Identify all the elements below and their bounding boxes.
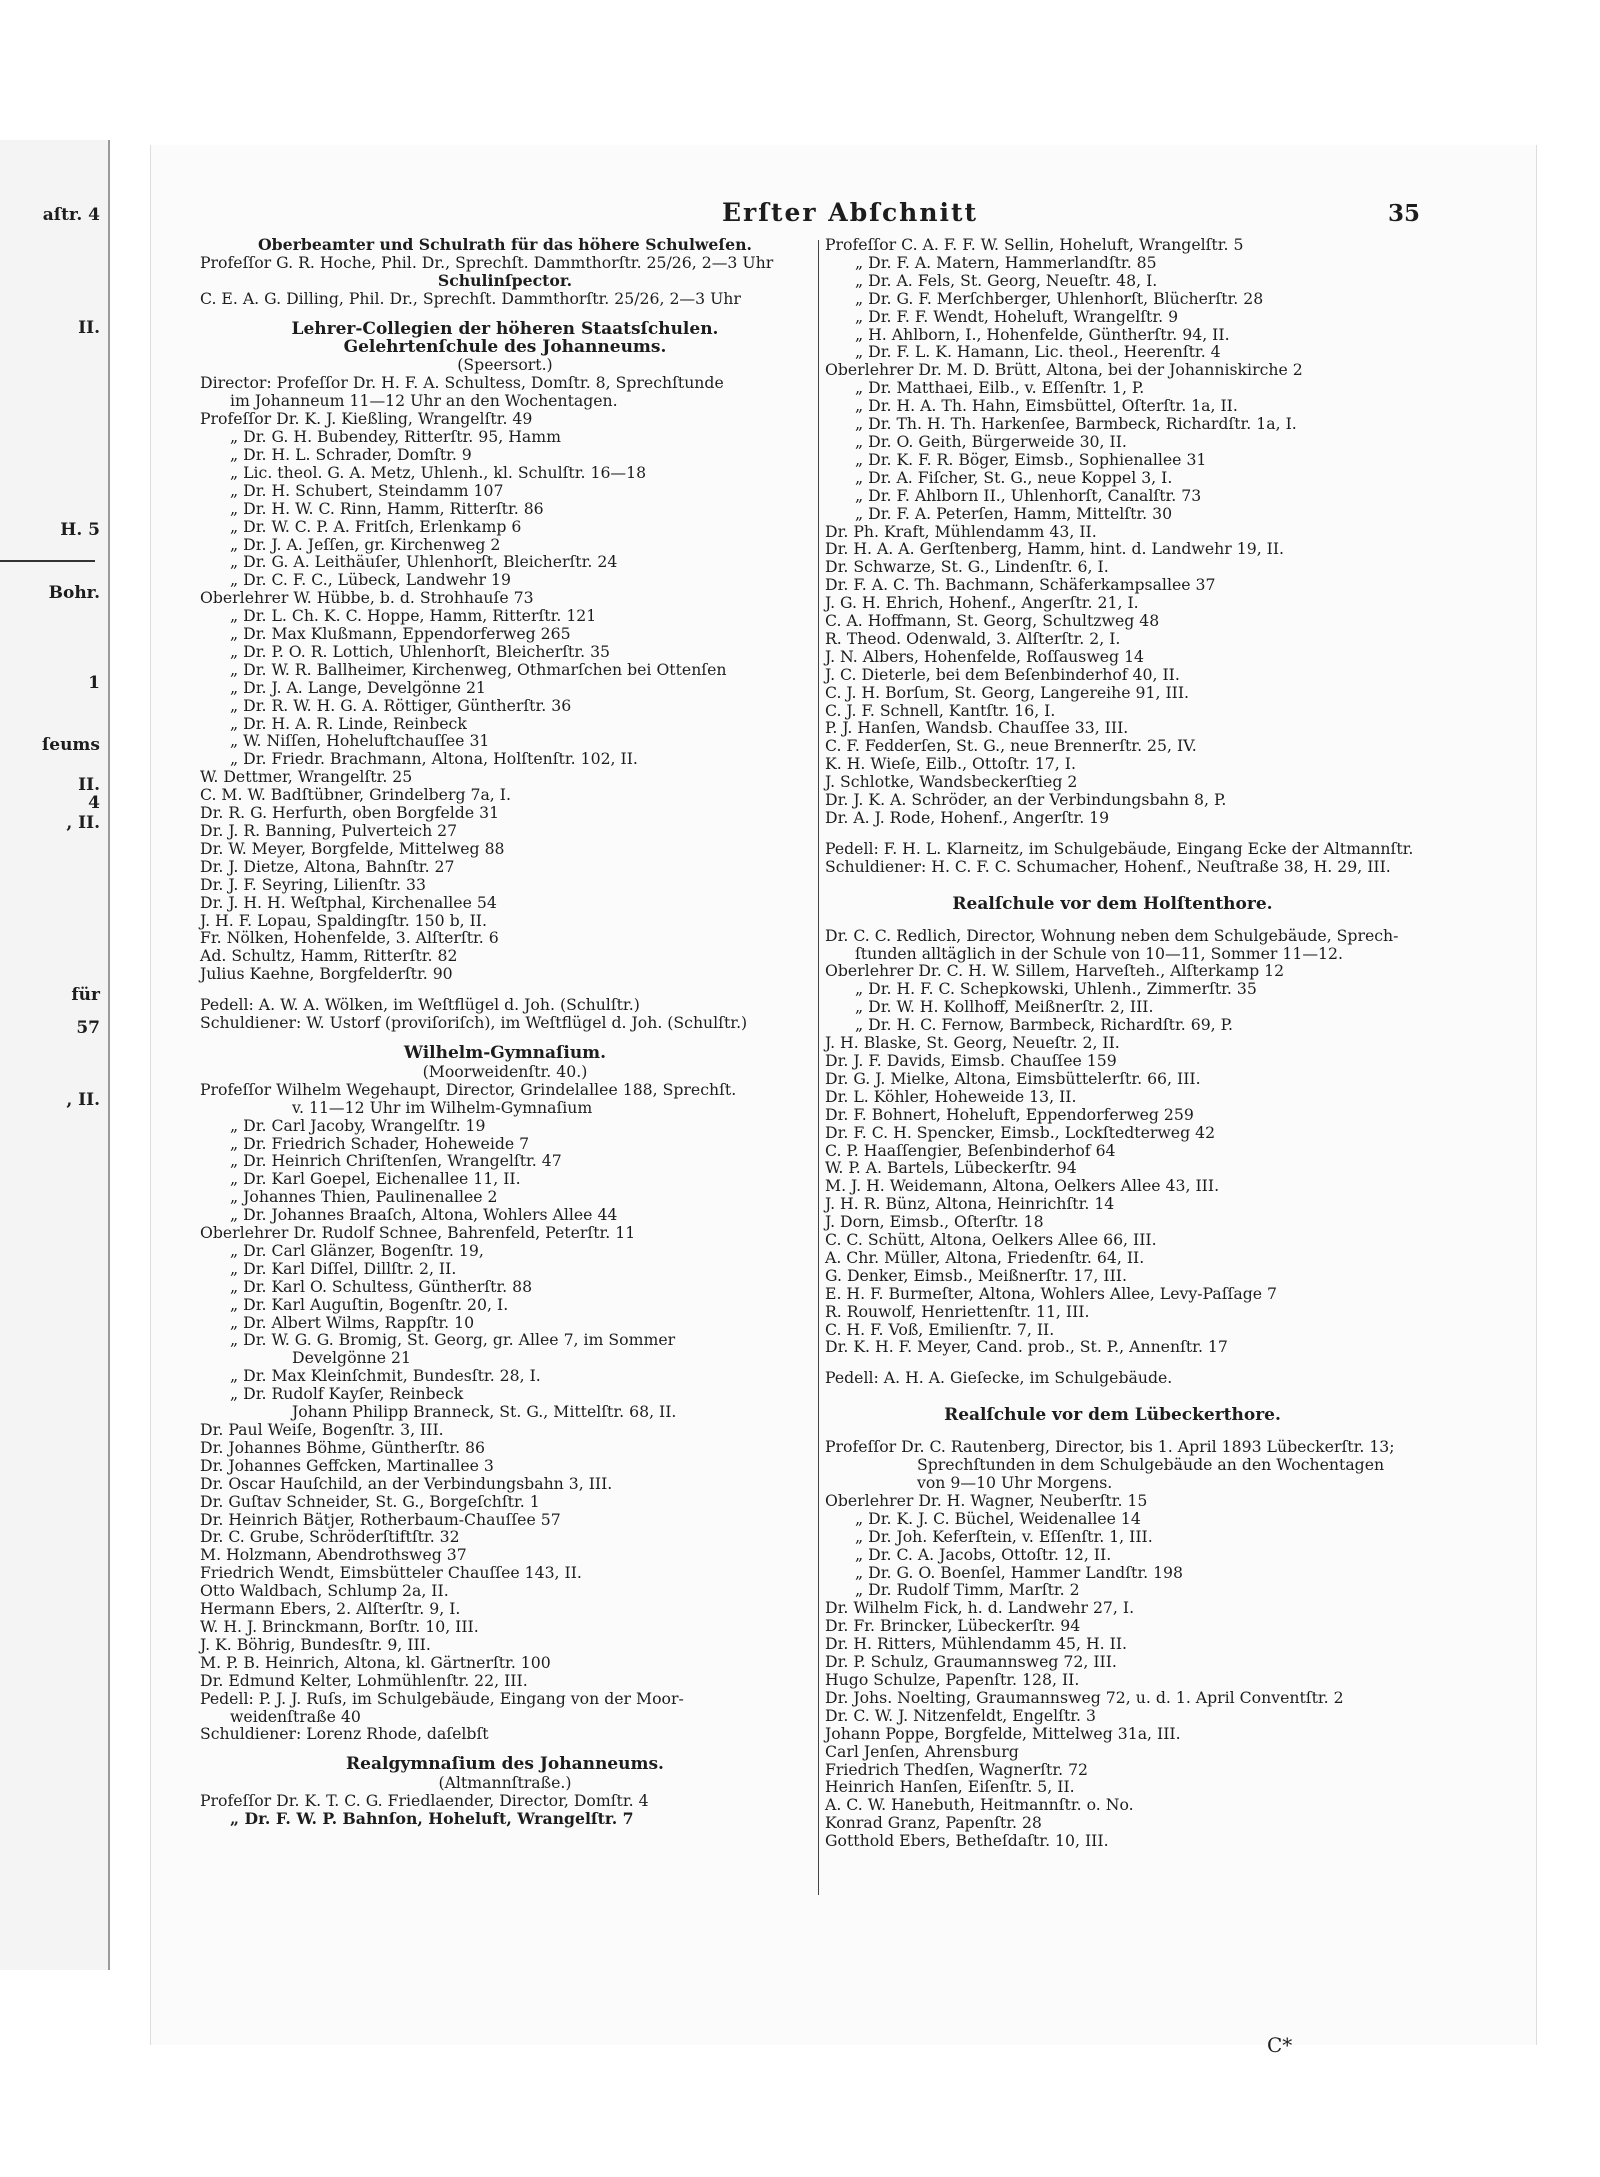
directory-entry: „ Dr. J. A. Lange, Develgönne 21 (230, 677, 486, 697)
directory-entry: Dr. J. R. Banning, Pulverteich 27 (200, 821, 458, 840)
directory-entry: C. E. A. G. Dilling, Phil. Dr., Sprechſt. Dammthorſtr. 25/26, 2—3 Uhr (200, 288, 741, 308)
directory-entry: „ Dr. P. O. R. Lottich, Uhlenhorſt, Bleicherſtr. 35 (230, 641, 611, 661)
directory-entry: ſtunden alltäglich in der Schule von 10—11, Sommer 11—12. (855, 943, 1343, 963)
column-divider (818, 240, 819, 1895)
directory-entry: „ Dr. R. W. H. G. A. Röttiger, Güntherſtr. 36 (230, 695, 572, 715)
directory-entry: „ Dr. Carl Glänzer, Bogenſtr. 19, (230, 1240, 484, 1260)
directory-entry: Ad. Schultz, Hamm, Ritterſtr. 82 (200, 946, 458, 966)
directory-entry: Dr. J. F. Davids, Eimsb. Chauſſee 159 (825, 1050, 1117, 1070)
signature-mark: C* (1267, 2033, 1293, 2057)
directory-entry: Dr. J. F. Seyring, Lilienſtr. 33 (200, 874, 426, 894)
directory-entry: Oberlehrer Dr. H. Wagner, Neuberſtr. 15 (825, 1490, 1148, 1510)
directory-entry: Dr. Johs. Noelting, Graumannsweg 72, u. d. 1. April Conventſtr. 2 (825, 1687, 1344, 1707)
previous-page-fragment: 4 (88, 793, 100, 813)
directory-entry: Dr. Fr. Brincker, Lübeckerſtr. 94 (825, 1616, 1081, 1636)
directory-entry: „ W. Niſſen, Hoheluftchauſſee 31 (230, 731, 490, 751)
directory-entry: „ Dr. A. Fels, St. Georg, Neueſtr. 48, I. (855, 270, 1158, 290)
directory-entry: „ Dr. G. O. Boenſel, Hammer Landſtr. 198 (855, 1562, 1184, 1582)
directory-entry: „ Dr. Matthaei, Eilb., v. Eſſenſtr. 1, P. (855, 378, 1145, 398)
previous-page-fragment: Bohr. (48, 583, 100, 603)
directory-entry: Dr. Heinrich Bätjer, Rotherbaum-Chauſſee 57 (200, 1509, 561, 1529)
directory-entry: „ Dr. Friedrich Schader, Hoheweide 7 (230, 1133, 530, 1153)
directory-entry: W. P. A. Bartels, Lübeckerſtr. 94 (825, 1158, 1077, 1178)
previous-page-fragment: II. (78, 775, 100, 795)
directory-entry: Friedrich Wendt, Eimsbütteler Chauſſee 143, II. (200, 1563, 582, 1583)
directory-entry: W. Dettmer, Wrangelſtr. 25 (200, 767, 413, 787)
section-heading: Lehrer-Collegien der höheren Staatsſchulen. (291, 318, 719, 339)
directory-entry: P. J. Hanſen, Wandsb. Chauſſee 33, III. (825, 718, 1129, 738)
directory-entry: C. J. F. Schnell, Kantſtr. 16, I. (825, 700, 1056, 720)
directory-entry: Hermann Ebers, 2. Alſterſtr. 9, I. (200, 1599, 461, 1619)
directory-entry: „ Dr. H. A. R. Linde, Reinbeck (230, 713, 467, 733)
directory-entry: J. C. Dieterle, bei dem Beſenbinderhof 40, II. (825, 664, 1180, 684)
directory-entry: (Altmannſtraße.) (438, 1773, 572, 1793)
directory-entry: Schuldiener: H. C. F. C. Schumacher, Hohenf., Neuſtraße 38, H. 29, III. (825, 856, 1391, 876)
directory-entry: „ Dr. W. H. Kollhoff, Meißnerſtr. 2, III. (855, 997, 1154, 1017)
directory-entry: Dr. J. K. A. Schröder, an der Verbindungsbahn 8, P. (825, 790, 1227, 810)
section-heading: Realgymnaſium des Johanneums. (346, 1754, 664, 1775)
directory-entry: Dr. Guſtav Schneider, St. G., Borgeſchſtr. 1 (200, 1491, 540, 1511)
directory-entry: „ Dr. Heinrich Chriſtenſen, Wrangelſtr. 47 (230, 1151, 562, 1171)
directory-entry: J. Schlotke, Wandsbeckerſtieg 2 (825, 772, 1078, 792)
directory-entry: C. J. H. Borſum, St. Georg, Langereihe 91, III. (825, 682, 1190, 702)
directory-entry: „ Dr. Albert Wilms, Rappſtr. 10 (230, 1312, 475, 1332)
directory-entry: J. H. R. Bünz, Altona, Heinrichſtr. 14 (825, 1194, 1115, 1214)
directory-entry: E. H. F. Burmeſter, Altona, Wohlers Allee, Levy-Paſſage 7 (825, 1283, 1277, 1303)
directory-entry: „ Dr. Rudolf Timm, Marſtr. 2 (855, 1580, 1080, 1600)
directory-entry: Dr. P. Schulz, Graumannsweg 72, III. (825, 1652, 1117, 1672)
directory-entry: weidenſtraße 40 (230, 1706, 361, 1726)
directory-entry: von 9—10 Uhr Morgens. (917, 1473, 1113, 1492)
directory-entry: J. H. Blaske, St. Georg, Neueſtr. 2, II. (825, 1033, 1120, 1053)
directory-entry: Dr. Johannes Böhme, Güntherſtr. 86 (200, 1437, 485, 1457)
directory-entry: Johann Poppe, Borgfelde, Mittelweg 31a, III. (825, 1723, 1181, 1743)
directory-entry: Friedrich Thedſen, Wagnerſtr. 72 (825, 1759, 1089, 1779)
directory-entry: Oberlehrer Dr. Rudolf Schnee, Bahrenfeld, Peterſtr. 11 (200, 1223, 636, 1243)
directory-entry: „ Dr. Rudolf Kayſer, Reinbeck (230, 1384, 464, 1404)
directory-entry: „ Dr. F. Ahlborn II., Uhlenhorſt, Canalſtr. 73 (855, 485, 1202, 505)
spacer (825, 1387, 1400, 1407)
directory-entry: Profeſſor Dr. K. T. C. G. Friedlaender, Director, Domſtr. 4 (200, 1791, 649, 1811)
directory-entry: „ Dr. W. C. P. A. Fritſch, Erlenkamp 6 (230, 516, 522, 536)
directory-entry: „ Dr. H. A. Th. Hahn, Eimsbüttel, Oſterſtr. 1a, II. (855, 396, 1238, 416)
directory-entry: Dr. H. Ritters, Mühlendamm 45, H. II. (825, 1634, 1127, 1654)
section-title: Erſter Abſchnitt (722, 198, 979, 227)
right-column (825, 235, 1414, 1851)
directory-entry: „ Dr. Th. H. Th. Harkenſee, Barmbeck, Richardſtr. 1a, I. (855, 414, 1297, 434)
directory-entry: Dr. J. H. H. Weſtphal, Kirchenallee 54 (200, 892, 497, 912)
directory-entry: (Speersort.) (457, 355, 553, 375)
directory-entry: Dr. C. W. J. Nitzenfeldt, Engelſtr. 3 (825, 1705, 1097, 1725)
directory-entry: „ Dr. O. Geith, Bürgerweide 30, II. (855, 431, 1127, 451)
directory-entry: C. A. Hoffmann, St. Georg, Schultzweg 48 (825, 611, 1160, 631)
directory-entry: „ Dr. A. Fiſcher, St. G., neue Koppel 3, I. (855, 467, 1173, 487)
directory-entry: Dr. W. Meyer, Borgfelde, Mittelweg 88 (200, 838, 505, 858)
directory-entry: Fr. Nölken, Hohenfelde, 3. Alſterſtr. 6 (200, 928, 499, 948)
directory-entry: „ Dr. H. W. C. Rinn, Hamm, Ritterſtr. 86 (230, 498, 544, 518)
directory-entry: „ Dr. F. W. P. Bahnſon, Hoheluft, Wrangelſtr. 7 (230, 1809, 634, 1829)
directory-entry: Dr. K. H. F. Meyer, Cand. prob., St. P., Annenſtr. 17 (825, 1337, 1228, 1357)
directory-entry: Dr. Wilhelm Fick, h. d. Landwehr 27, I. (825, 1598, 1135, 1618)
directory-entry: Carl Jenſen, Ahrensburg (825, 1741, 1019, 1761)
previous-page-rule (0, 560, 95, 562)
directory-entry: Profeſſor Dr. C. Rautenberg, Director, bis 1. April 1893 Lübeckerſtr. 13; (825, 1437, 1395, 1457)
directory-entry: „ Dr. L. Ch. K. C. Hoppe, Hamm, Ritterſtr. 121 (230, 606, 597, 626)
directory-entry: Otto Waldbach, Schlump 2a, II. (200, 1581, 449, 1601)
left-column (200, 236, 810, 1828)
previous-page-fragment: aſtr. 4 (42, 205, 100, 225)
directory-entry: Konrad Granz, Papenſtr. 28 (825, 1813, 1042, 1833)
previous-page-fragment: ſeums (41, 735, 100, 755)
directory-entry: „ Dr. F. A. Matern, Hammerlandſtr. 85 (855, 252, 1157, 272)
directory-entry: „ Dr. C. F. C., Lübeck, Landwehr 19 (230, 570, 511, 590)
previous-page-fragment: , II. (66, 1090, 100, 1110)
directory-entry: „ Dr. Karl Auguſtin, Bogenſtr. 20, I. (230, 1294, 509, 1314)
directory-entry: C. M. W. Badſtübner, Grindelberg 7a, I. (200, 785, 511, 805)
directory-entry: „ Johannes Thien, Paulinenallee 2 (230, 1187, 498, 1207)
directory-entry: Dr. Ph. Kraft, Mühlendamm 43, II. (825, 521, 1097, 541)
directory-entry: „ Dr. Max Kleinſchmit, Bundesſtr. 28, I. (230, 1366, 541, 1386)
directory-entry: J. N. Albers, Hohenfelde, Roſſausweg 14 (825, 646, 1145, 666)
directory-entry: „ Dr. H. Schubert, Steindamm 107 (230, 480, 504, 500)
directory-entry: Profeſſor Wilhelm Wegehaupt, Director, Grindelallee 188, Sprechſt. (200, 1079, 737, 1099)
spacer (825, 827, 1400, 840)
directory-entry: „ Dr. Max Klußmann, Eppendorferweg 265 (230, 624, 571, 644)
directory-entry: J. Dorn, Eimsb., Oſterſtr. 18 (825, 1212, 1044, 1232)
directory-entry: R. Theod. Odenwald, 3. Alſterſtr. 2, I. (825, 628, 1121, 648)
directory-entry: Dr. Johannes Geffcken, Martinallee 3 (200, 1455, 494, 1475)
directory-entry: „ Dr. K. F. R. Böger, Eimsb., Sophienallee 31 (855, 449, 1207, 469)
directory-entry: (Moorweidenſtr. 40.) (422, 1061, 588, 1081)
section-heading: Oberbeamter und Schulrath für das höhere Schulweſen. (258, 235, 752, 254)
section-heading: Schulinſpector. (437, 270, 573, 290)
directory-entry: Profeſſor Dr. K. J. Kießling, Wrangelſtr. 49 (200, 409, 533, 429)
previous-page-fragment: für (71, 985, 100, 1005)
previous-page-fragment: , II. (66, 813, 100, 833)
directory-entry: G. Denker, Eimsb., Meißnerſtr. 17, III. (825, 1265, 1127, 1285)
directory-entry: A. C. W. Hanebuth, Heitmannſtr. o. No. (825, 1795, 1134, 1815)
directory-entry: Dr. F. A. C. Th. Bachmann, Schäferkampsallee 37 (825, 575, 1216, 595)
directory-entry: W. H. J. Brinckmann, Borſtr. 10, III. (200, 1616, 479, 1636)
directory-entry: Dr. A. J. Rode, Hohenf., Angerſtr. 19 (825, 808, 1110, 827)
directory-entry: Oberlehrer Dr. C. H. W. Sillem, Harveſteh., Alſterkamp 12 (825, 961, 1285, 981)
directory-entry: „ Dr. G. F. Merſchberger, Uhlenhorſt, Blücherſtr. 28 (855, 288, 1264, 308)
directory-entry: Dr. C. C. Redlich, Director, Wohnung neben dem Schulgebäude, Sprech- (825, 925, 1399, 945)
directory-entry: Dr. Edmund Kelter, Lohmühlenſtr. 22, III. (200, 1670, 528, 1690)
directory-entry: Oberlehrer Dr. M. D. Brütt, Altona, bei der Johanniskirche 2 (825, 360, 1303, 380)
directory-entry: „ Dr. W. R. Ballheimer, Kirchenweg, Othmarſchen bei Ottenſen (230, 659, 727, 679)
section-heading: Realſchule vor dem Holſtenthore. (952, 893, 1273, 914)
directory-entry: J. G. H. Ehrich, Hohenf., Angerſtr. 21, I. (825, 593, 1139, 613)
directory-entry: Dr. G. J. Mielke, Altona, Eimsbüttelerſtr. 66, III. (825, 1068, 1201, 1088)
directory-entry: C. C. Schütt, Altona, Oelkers Allee 66, III. (825, 1230, 1157, 1250)
directory-entry: v. 11—12 Uhr im Wilhelm-Gymnaſium (292, 1097, 593, 1117)
directory-entry: „ Dr. Friedr. Brachmann, Altona, Holſtenſtr. 102, II. (230, 749, 638, 769)
directory-entry: R. Rouwolf, Henriettenſtr. 11, III. (825, 1301, 1090, 1321)
directory-entry: Director: Profeſſor Dr. H. F. A. Schultess, Domſtr. 8, Sprechſtunde (200, 373, 724, 393)
directory-entry: Profeſſor C. A. F. F. W. Sellin, Hoheluft, Wrangelſtr. 5 (825, 235, 1244, 254)
directory-entry: A. Chr. Müller, Altona, Friedenſtr. 64, II. (825, 1247, 1145, 1267)
directory-entry: „ Dr. G. H. Bubendey, Ritterſtr. 95, Hamm (230, 427, 561, 447)
directory-entry: Dr. Schwarze, St. G., Lindenſtr. 6, I. (825, 557, 1109, 577)
directory-entry: „ Dr. H. F. C. Schepkowski, Uhlenh., Zimmerſtr. 35 (855, 979, 1257, 999)
directory-entry: Profeſſor G. R. Hoche, Phil. Dr., Sprechſt. Dammthorſtr. 25/26, 2—3 Uhr (200, 252, 774, 272)
directory-entry: K. H. Wieſe, Eilb., Ottoſtr. 17, I. (825, 754, 1076, 774)
directory-entry: Julius Kaehne, Borgfelderſtr. 90 (200, 964, 453, 984)
directory-entry: Heinrich Hanſen, Eiſenſtr. 5, II. (825, 1777, 1075, 1797)
spacer (825, 914, 1400, 927)
previous-page-fragment: 57 (76, 1018, 100, 1038)
previous-page-fragment: 1 (88, 673, 100, 693)
directory-entry: Pedell: P. J. J. Ruſs, im Schulgebäude, Eingang von der Moor- (200, 1688, 684, 1708)
directory-entry: Dr. Oscar Hauſchild, an der Verbindungsbahn 3, III. (200, 1473, 613, 1493)
directory-entry: J. K. Böhrig, Bundesſtr. 9, III. (200, 1634, 431, 1654)
directory-entry: „ Dr. J. A. Jeſſen, gr. Kirchenweg 2 (230, 534, 501, 554)
directory-entry: „ Dr. Karl O. Schultess, Güntherſtr. 88 (230, 1276, 533, 1296)
directory-entry: Dr. Paul Weiſe, Bogenſtr. 3, III. (200, 1420, 444, 1439)
directory-entry: Pedell: F. H. L. Klarneitz, im Schulgebäude, Eingang Ecke der Altmannſtr. (825, 838, 1414, 858)
directory-entry: Dr. C. Grube, Schröderſtiftſtr. 32 (200, 1527, 460, 1547)
directory-entry: „ Dr. Karl Diſſel, Dillſtr. 2, II. (230, 1258, 457, 1278)
directory-entry: Dr. L. Köhler, Hoheweide 13, II. (825, 1086, 1077, 1106)
directory-entry: M. P. B. Heinrich, Altona, kl. Gärtnerſtr. 100 (200, 1652, 551, 1672)
directory-entry: Johann Philipp Branneck, St. G., Mittelſtr. 68, II. (292, 1402, 677, 1422)
directory-entry: M. Holzmann, Abendrothsweg 37 (200, 1545, 467, 1565)
directory-entry: Dr. F. Bohnert, Hoheluft, Eppendorferweg 259 (825, 1104, 1194, 1124)
directory-entry: C. F. Fedderſen, St. G., neue Brennerſtr. 25, IV. (825, 736, 1197, 756)
directory-entry: „ Dr. F. A. Peterſen, Hamm, Mittelſtr. 30 (855, 503, 1173, 523)
directory-entry: „ Lic. theol. G. A. Metz, Uhlenh., kl. Schulſtr. 16—18 (230, 462, 647, 482)
section-heading: Realſchule vor dem Lübeckerthore. (944, 1405, 1281, 1426)
directory-entry: „ Dr. C. A. Jacobs, Ottoſtr. 12, II. (855, 1544, 1112, 1564)
directory-entry: Dr. J. Dietze, Altona, Bahnſtr. 27 (200, 856, 455, 876)
directory-entry: Schuldiener: Lorenz Rhode, daſelbſt (200, 1724, 489, 1744)
directory-entry: Pedell: A. H. A. Gieſecke, im Schulgebäude. (825, 1368, 1173, 1388)
directory-entry: Dr. F. C. H. Spencker, Eimsb., Lockſtedterweg 42 (825, 1122, 1216, 1142)
directory-entry: Dr. R. G. Herfurth, oben Borgfelde 31 (200, 803, 500, 823)
previous-page-edge (0, 140, 110, 1970)
previous-page-fragment: II. (78, 318, 100, 338)
directory-entry: „ Dr. W. G. G. Bromig, St. Georg, gr. Allee 7, im Sommer (230, 1330, 676, 1350)
directory-entry: „ Dr. F. F. Wendt, Hoheluft, Wrangelſtr. 9 (855, 306, 1179, 326)
directory-entry: „ Dr. H. C. Fernow, Barmbeck, Richardſtr. 69, P. (855, 1015, 1234, 1035)
directory-entry: „ Dr. G. A. Leithäuſer, Uhlenhorſt, Bleicherſtr. 24 (230, 552, 618, 572)
directory-entry: M. J. H. Weidemann, Altona, Oelkers Allee 43, III. (825, 1176, 1220, 1196)
page-number: 35 (1388, 200, 1421, 227)
section-heading: Gelehrtenſchule des Johanneums. (343, 336, 667, 357)
directory-entry: „ Dr. Carl Jacoby, Wrangelſtr. 19 (230, 1115, 486, 1135)
directory-entry: Sprechſtunden in dem Schulgebäude an den Wochentagen (917, 1455, 1385, 1475)
directory-entry: Dr. H. A. A. Gerſtenberg, Hamm, hint. d. Landwehr 19, II. (825, 539, 1285, 559)
directory-entry: Oberlehrer W. Hübbe, b. d. Strohhauſe 73 (200, 588, 534, 608)
directory-entry: Develgönne 21 (292, 1348, 411, 1368)
directory-entry: C. P. Haaſſengier, Beſenbinderhof 64 (825, 1140, 1116, 1160)
directory-entry: C. H. F. Voß, Emilienſtr. 7, II. (825, 1319, 1055, 1339)
previous-page-fragment: H. 5 (60, 520, 100, 540)
directory-entry: „ Dr. Karl Goepel, Eichenallee 11, II. (230, 1169, 521, 1189)
directory-entry: „ Dr. H. L. Schrader, Domſtr. 9 (230, 444, 472, 464)
directory-entry: Hugo Schulze, Papenſtr. 128, II. (825, 1669, 1080, 1689)
section-heading: Wilhelm-Gymnaſium. (403, 1042, 607, 1063)
directory-entry: J. H. F. Lopau, Spaldingſtr. 150 b, II. (200, 910, 487, 930)
directory-entry: „ H. Ahlborn, I., Hohenfelde, Güntherſtr. 94, II. (855, 324, 1230, 344)
directory-entry: „ Dr. Johannes Braaſch, Altona, Wohlers Allee 44 (230, 1205, 618, 1225)
directory-entry: im Johanneum 11—12 Uhr an den Wochentagen. (230, 391, 618, 411)
directory-entry: „ Dr. F. L. K. Hamann, Lic. theol., Heerenſtr. 4 (855, 342, 1221, 362)
spacer (825, 876, 1400, 896)
directory-entry: Pedell: A. W. A. Wölken, im Weſtflügel d. Joh. (Schulſtr.) (200, 995, 640, 1015)
directory-entry: Gotthold Ebers, Betheſdaſtr. 10, III. (825, 1831, 1109, 1851)
directory-entry: „ Dr. K. J. C. Büchel, Weidenallee 14 (855, 1508, 1141, 1528)
directory-entry: Schuldiener: W. Ustorf (proviſoriſch), im Weſtflügel d. Joh. (Schulſtr.) (200, 1013, 748, 1033)
directory-entry: „ Dr. Joh. Keferſtein, v. Eſſenſtr. 1, III. (855, 1526, 1153, 1546)
